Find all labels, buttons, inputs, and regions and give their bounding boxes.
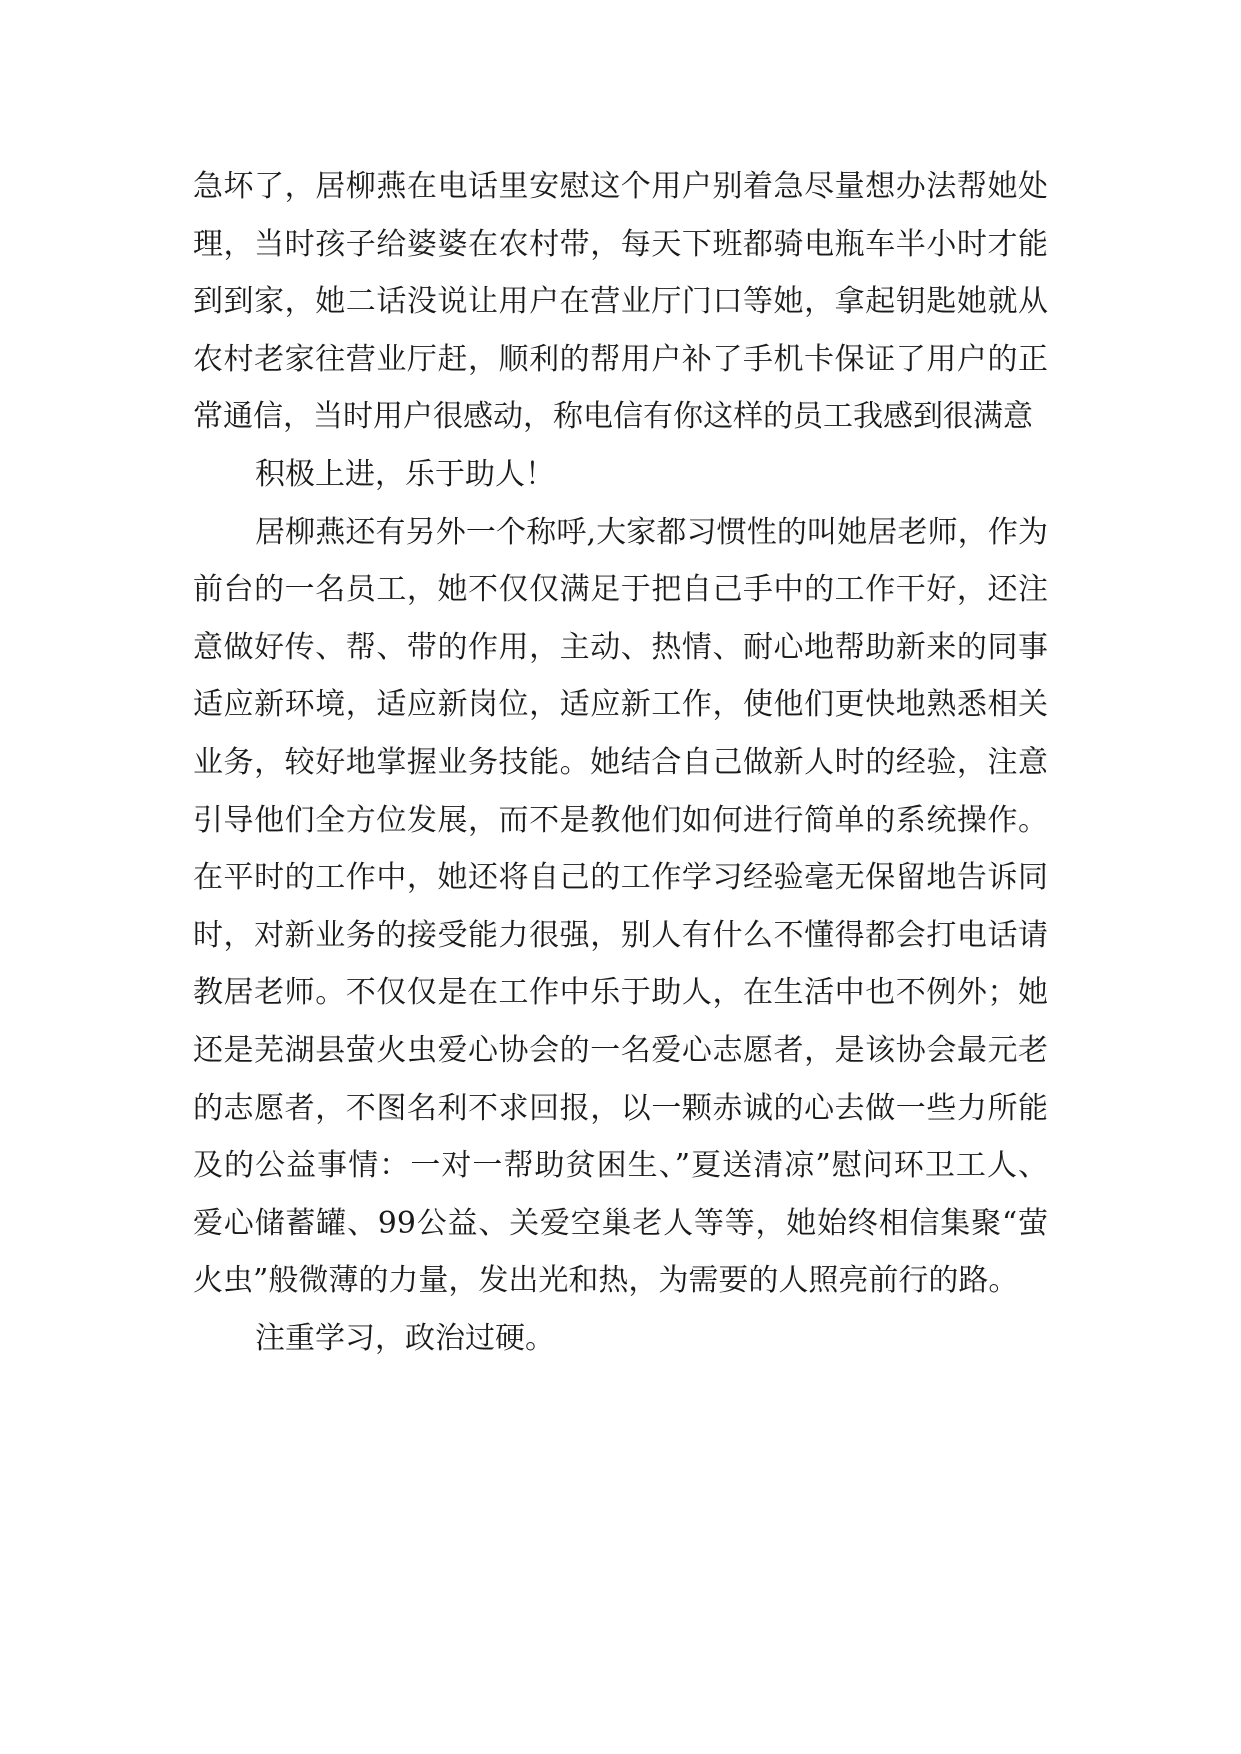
paragraph-helping-others: 居柳燕还有另外一个称呼,大家都习惯性的叫她居老师，作为前台的一名员工，她不仅仅满足于把自己手中的工作干好，还注意做好传、帮、带的作用，主动、热情、耐心地帮助新来的同事适应新环境，适应新岗位，适应新工作，使他们更快地熟悉相关业务，较好地掌握业务技能。她结合自己做新人时的经验，注意引导他们全方位发展，而不是教他们如何进行简单的系统操作。在平时的工作中，她还将自己的工作学习经验毫无保留地告诉同时，对新业务的接受能力很强，别人有什么不懂得都会打电话请教居老师。不仅仅是在工作中乐于助人，在生活中也不例外；她还是芜湖县萤火虫爱心协会的一名爱心志愿者，是该协会最元老的志愿者，不图名利不求回报，以一颗赤诚的心去做一些力所能及的公益事情：一对一帮助贫困生、”夏送清凉”慰问环卫工人、爱心储蓄罐、99公益、关爱空巢老人等等，她始终相信集聚“萤火虫”般微薄的力量，发出光和热，为需要的人照亮前行的路。: [193, 514, 1048, 1299]
paragraph-continuation: 急坏了，居柳燕在电话里安慰这个用户别着急尽量想办法帮她处理，当时孩子给婆婆在农村带，每天下班都骑电瓶车半小时才能到到家，她二话没说让用户在营业厅门口等她，拿起钥匙她就从农村老家往营业厅赶，顺利的帮用户补了手机卡保证了用户的正常通信，当时用户很感动，称电信有你这样的员工我感到很满意: [193, 169, 1048, 435]
section-heading-positive: 积极上进，乐于助人！: [255, 456, 555, 492]
document-body: [193, 158, 1048, 1367]
section-heading-study: 注重学习，政治过硬。: [255, 1320, 555, 1356]
